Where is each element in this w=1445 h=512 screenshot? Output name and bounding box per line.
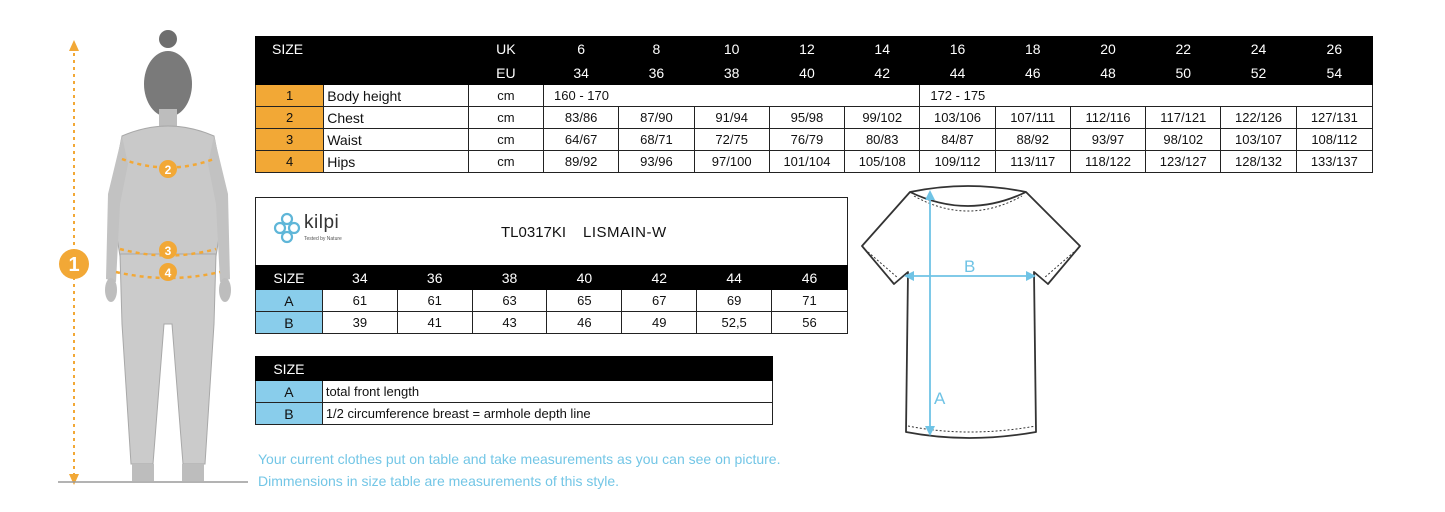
row-number: 4: [256, 151, 324, 173]
table-row-body-height: [256, 85, 1373, 107]
table-cell: 91/94: [694, 107, 769, 129]
table-cell: 113/117: [995, 151, 1070, 173]
uk-size: 10: [694, 37, 769, 61]
size-column: 38: [472, 266, 547, 290]
product-code: TL0317KI: [501, 224, 567, 241]
eu-size: 46: [995, 61, 1070, 85]
legend-table: [255, 356, 773, 425]
row-unit: cm: [468, 151, 543, 173]
size-column: 44: [697, 266, 772, 290]
eu-size: 34: [544, 61, 619, 85]
table-cell: 103/106: [920, 107, 995, 129]
table-row-hips: [256, 151, 1373, 173]
table-cell: 83/86: [544, 107, 619, 129]
body-measurement-figure: [50, 24, 250, 489]
table-cell: 69: [697, 290, 772, 312]
table-cell: 71: [772, 290, 848, 312]
table-cell: 49: [622, 312, 697, 334]
row-label: B: [256, 312, 323, 334]
marker-4: 4: [164, 266, 172, 280]
row-number: 1: [256, 85, 324, 107]
table-cell: 41: [397, 312, 472, 334]
table-cell: 52,5: [697, 312, 772, 334]
product-name: LISMAIN-W: [583, 224, 667, 241]
shirt-label-b: B: [964, 257, 976, 276]
tshirt-diagram: [858, 184, 1086, 444]
table-cell: 76/79: [769, 129, 844, 151]
size-table-header-uk: [256, 37, 1373, 61]
table-cell: 127/131: [1296, 107, 1372, 129]
table-cell: 109/112: [920, 151, 995, 173]
size-column: 34: [322, 266, 397, 290]
table-cell: 122/126: [1221, 107, 1296, 129]
size-column: 40: [547, 266, 622, 290]
table-cell: 105/108: [845, 151, 920, 173]
table-cell: 65: [547, 290, 622, 312]
table-cell: 56: [772, 312, 848, 334]
row-number: 3: [256, 129, 324, 151]
size-column: 46: [772, 266, 848, 290]
uk-size: 16: [920, 37, 995, 61]
table-cell: 80/83: [845, 129, 920, 151]
row-label: Waist: [324, 129, 469, 151]
eu-size: 52: [1221, 61, 1296, 85]
uk-size: 12: [769, 37, 844, 61]
uk-size: 20: [1070, 37, 1145, 61]
legend-header-label: SIZE: [256, 357, 323, 381]
row-label: A: [256, 290, 323, 312]
table-cell: 46: [547, 312, 622, 334]
table-cell: 107/111: [995, 107, 1070, 129]
row-unit: cm: [468, 129, 543, 151]
eu-size: 44: [920, 61, 995, 85]
table-cell: 128/132: [1221, 151, 1296, 173]
size-column: 36: [397, 266, 472, 290]
table-cell: 93/96: [619, 151, 694, 173]
table-cell: 64/67: [544, 129, 619, 151]
body-height-range: 160 - 170: [544, 85, 920, 107]
instruction-note: Your current clothes put on table and take measurements as you can see on picture.: [258, 451, 781, 467]
legend-text: 1/2 circumference breast = armhole depth line: [322, 403, 772, 425]
eu-size: 48: [1070, 61, 1145, 85]
table-cell: 108/112: [1296, 129, 1372, 151]
table-cell: 103/107: [1221, 129, 1296, 151]
product-size-table: [255, 265, 848, 334]
marker-3: 3: [164, 244, 172, 258]
size-column: 42: [622, 266, 697, 290]
size-header-label: SIZE: [256, 266, 323, 290]
table-row-chest: [256, 107, 1373, 129]
table-cell: 97/100: [694, 151, 769, 173]
table-cell: 61: [322, 290, 397, 312]
eu-size: 40: [769, 61, 844, 85]
row-number: 2: [256, 107, 324, 129]
table-cell: 98/102: [1146, 129, 1221, 151]
size-table: [255, 36, 1373, 173]
table-cell: 101/104: [769, 151, 844, 173]
size-header-label: SIZE: [256, 37, 469, 61]
shirt-label-a: A: [934, 389, 946, 408]
uk-size: 18: [995, 37, 1070, 61]
row-label: Body height: [324, 85, 469, 107]
table-cell: 39: [322, 312, 397, 334]
legend-row-b: [256, 403, 773, 425]
table-cell: 72/75: [694, 129, 769, 151]
table-cell: 93/97: [1070, 129, 1145, 151]
table-cell: 87/90: [619, 107, 694, 129]
legend-label: B: [256, 403, 323, 425]
table-cell: 123/127: [1146, 151, 1221, 173]
instruction-note: Dimmensions in size table are measurements of this style.: [258, 473, 620, 489]
table-cell: 67: [622, 290, 697, 312]
table-row-b: [256, 312, 848, 334]
legend-row-a: [256, 381, 773, 403]
table-cell: 84/87: [920, 129, 995, 151]
eu-size: 42: [845, 61, 920, 85]
uk-size: 24: [1221, 37, 1296, 61]
row-label: Hips: [324, 151, 469, 173]
uk-size: 26: [1296, 37, 1372, 61]
row-unit: cm: [468, 85, 543, 107]
table-cell: 63: [472, 290, 547, 312]
product-table-header: [256, 266, 848, 290]
marker-2: 2: [164, 163, 172, 177]
eu-size: 54: [1296, 61, 1372, 85]
table-cell: 118/122: [1070, 151, 1145, 173]
table-row-a: [256, 290, 848, 312]
legend-header: [256, 357, 773, 381]
row-label: Chest: [324, 107, 469, 129]
eu-size: 50: [1146, 61, 1221, 85]
uk-label: UK: [468, 37, 543, 61]
kilpi-logo-icon: [272, 211, 302, 245]
product-header-box: [255, 197, 848, 266]
table-cell: 99/102: [845, 107, 920, 129]
table-cell: 117/121: [1146, 107, 1221, 129]
table-cell: 61: [397, 290, 472, 312]
legend-text: total front length: [322, 381, 772, 403]
body-height-range: 172 - 175: [920, 85, 1373, 107]
table-cell: 43: [472, 312, 547, 334]
table-cell: 112/116: [1070, 107, 1145, 129]
uk-size: 22: [1146, 37, 1221, 61]
eu-label: EU: [468, 61, 543, 85]
table-cell: 89/92: [544, 151, 619, 173]
table-cell: 95/98: [769, 107, 844, 129]
uk-size: 6: [544, 37, 619, 61]
table-row-waist: [256, 129, 1373, 151]
eu-size: 36: [619, 61, 694, 85]
legend-label: A: [256, 381, 323, 403]
brand-name: kilpi: [304, 212, 340, 233]
uk-size: 8: [619, 37, 694, 61]
brand-tagline: Tested by Nature: [304, 236, 342, 242]
table-cell: 68/71: [619, 129, 694, 151]
row-unit: cm: [468, 107, 543, 129]
size-table-header-eu: [256, 61, 1373, 85]
marker-1: 1: [68, 254, 80, 276]
table-cell: 133/137: [1296, 151, 1372, 173]
eu-size: 38: [694, 61, 769, 85]
uk-size: 14: [845, 37, 920, 61]
table-cell: 88/92: [995, 129, 1070, 151]
